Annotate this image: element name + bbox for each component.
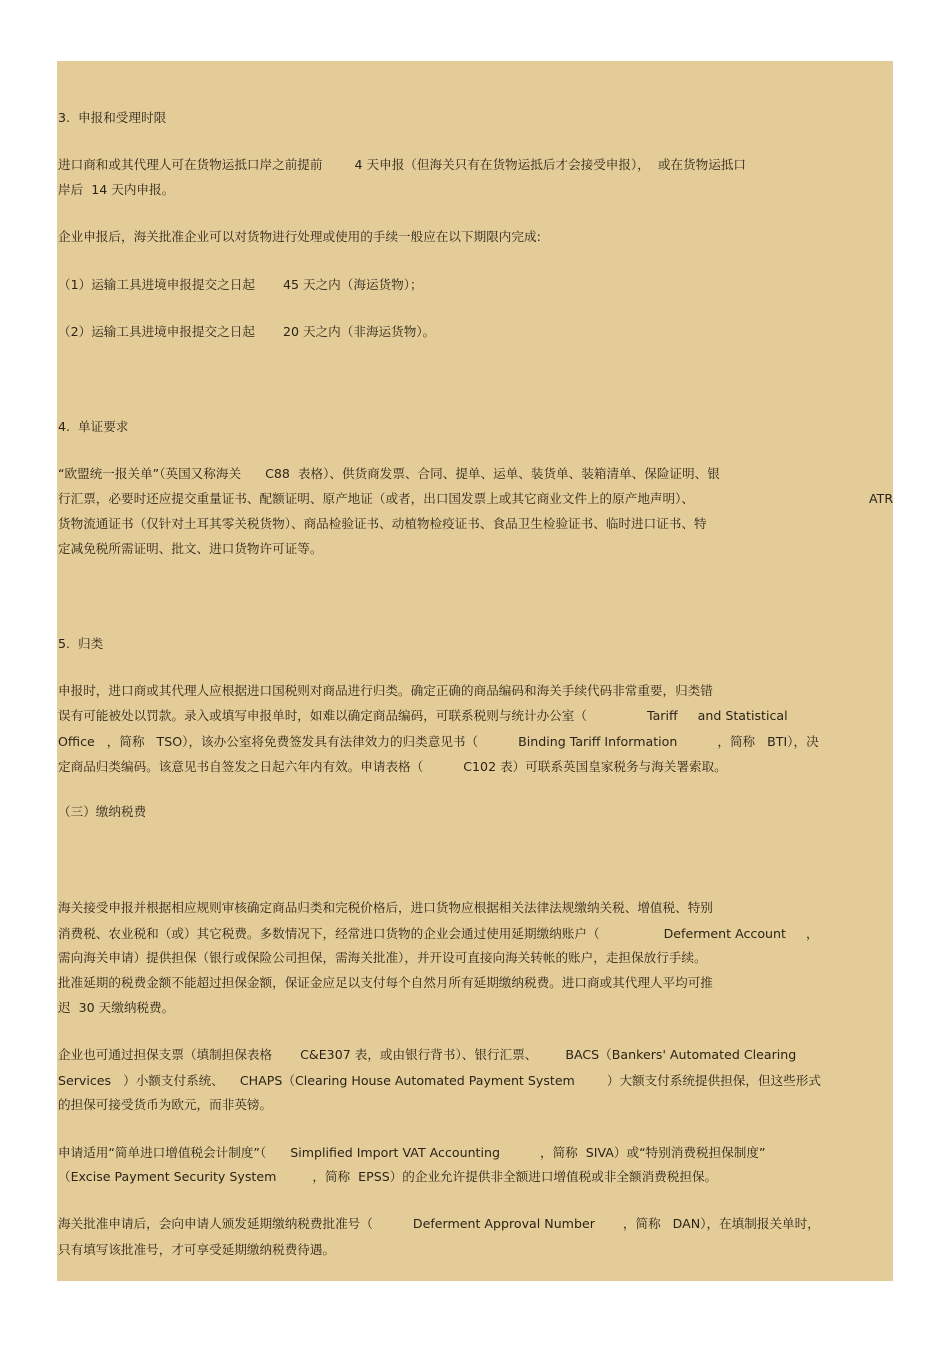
paragraph-line: “欧盟统一报关单”（英国又称海关 C88 表格）、供货商发票、合同、提单、运单、装货单、装箱清单、保险证明、银: [58, 466, 720, 481]
paragraph-line: 海关批准申请后，会向申请人颁发延期缴纳税费批准号（ Deferment Approval Number ，简称 DAN），在填制报关单时，: [58, 1216, 820, 1231]
paragraph-line: Office ，简称 TSO），该办公室将免费签发具有法律效力的归类意见书（ Binding Tariff Information ，简称 BTI），决: [58, 734, 819, 749]
paragraph-line: 企业也可通过担保支票（填制担保表格 C&E307 表，或由银行背书）、银行汇票、 BACS（Bankers' Automated Clearing: [58, 1047, 797, 1062]
list-item: （2）运输工具进境申报提交之日起 20 天之内（非海运货物）。: [58, 324, 436, 339]
paragraph-line: 定减免税所需证明、批文、进口货物许可证等。: [58, 541, 323, 556]
paragraph-line: （Excise Payment Security System ，简称 EPSS）的企业允许提供非全额进口增值税或非全额消费税担保。: [58, 1169, 718, 1184]
section-heading: 4. 单证要求: [58, 419, 129, 434]
paragraph-line: 岸后 14 天内申报。: [58, 182, 175, 197]
paragraph-line: 批准延期的税费金额不能超过担保金额，保证金应足以支付每个自然月所有延期缴纳税费。进口商或其代理人平均可推: [58, 975, 713, 990]
paragraph-line: 进口商和或其代理人可在货物运抵口岸之前提前 4 天申报（但海关只有在货物运抵后才会接受申报）， 或在货物运抵口: [58, 157, 747, 172]
paragraph-line: 只有填写该批准号，才可享受延期缴纳税费待遇。: [58, 1242, 336, 1257]
section-heading: 5. 归类: [58, 636, 104, 651]
list-item: （1）运输工具进境申报提交之日起 45 天之内（海运货物）；: [58, 277, 423, 292]
paragraph-line: 海关接受申报并根据相应规则审核确定商品归类和完税价格后，进口货物应根据相关法律法规缴纳关税、增值税、特别: [58, 900, 713, 915]
paragraph-line: 企业申报后，海关批准企业可以对货物进行处理或使用的手续一般应在以下期限内完成:: [58, 229, 541, 244]
paragraph-line: 消费税、农业税和（或）其它税费。多数情况下，经常进口货物的企业会通过使用延期缴纳账户（ Deferment Account ，: [58, 926, 819, 941]
paragraph-line: 申报时，进口商或其代理人应根据进口国税则对商品进行归类。确定正确的商品编码和海关手续代码非常重要，归类错: [58, 683, 713, 698]
paragraph-line: 货物流通证书（仅针对土耳其零关税货物）、商品检验证书、动植物检疫证书、食品卫生检验证书、临时进口证书、特: [58, 516, 707, 531]
paragraph-line: 申请适用“简单进口增值税会计制度”（ Simplified Import VAT Accounting ，简称 SIVA）或“特别消费税担保制度”: [58, 1145, 766, 1160]
paragraph-line: 定商品归类编码。该意见书自签发之日起六年内有效。申请表格（ C102 表）可联系英国皇家税务与海关署索取。: [58, 759, 727, 774]
paragraph-line: 误有可能被处以罚款。录入或填写申报单时，如难以确定商品编码，可联系税则与统计办公室（ Tariff and Statistical: [58, 708, 788, 723]
section-heading: 3. 申报和受理时限: [58, 110, 167, 125]
paragraph-line-fragment: ATR: [869, 491, 894, 506]
section-heading: （三）缴纳税费: [58, 804, 147, 819]
paragraph-line: 迟 30 天缴纳税费。: [58, 1000, 175, 1015]
paragraph-line: 的担保可接受货币为欧元，而非英镑。: [58, 1097, 273, 1112]
paragraph-line: Services ）小额支付系统、 CHAPS（Clearing House Automated Payment System ）大额支付系统提供担保，但这些形式: [58, 1073, 821, 1088]
paragraph-line: 需向海关申请）提供担保（银行或保险公司担保，需海关批准），并开设可直接向海关转帐的账户，走担保放行手续。: [58, 950, 707, 965]
paragraph-line: 行汇票，必要时还应提交重量证书、配额证明、原产地证（或者，出口国发票上或其它商业文件上的原产地声明）、: [58, 491, 694, 506]
